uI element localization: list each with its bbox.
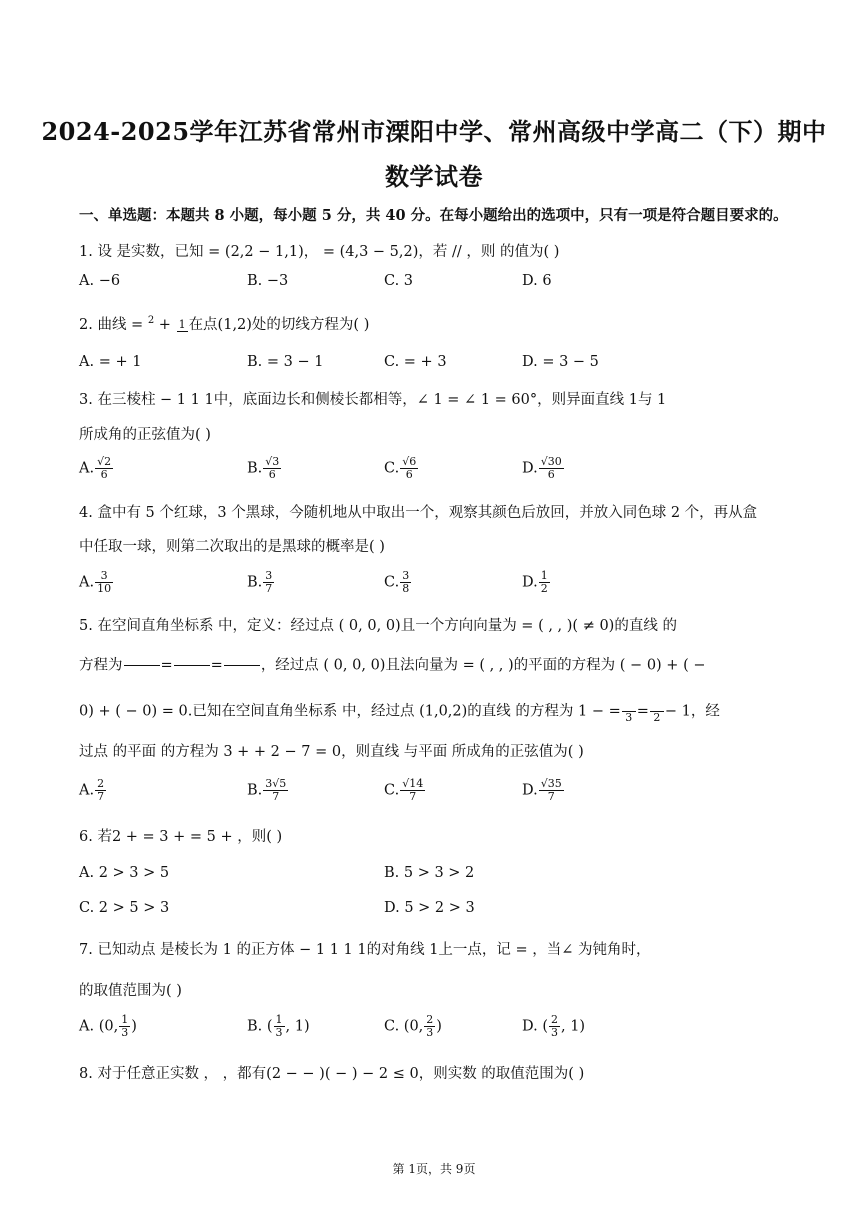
q5-option-c: C. $\frac{√14}{7}$ <box>384 777 424 803</box>
q2-option-d: D. = 3 − 5 <box>522 354 599 370</box>
q7-stem-line1: 7. 已知动点 是棱长为 1 的正方体 − 1 1 1 1的对角线 1上一点，记 = ，当∠ 为钝角时， <box>79 942 651 958</box>
q4-stem-line1: 4. 盒中有 5 个红球，3 个黑球，今随机地从中取出一个，观察其颜色后放回，并放入同色球 2 个，再从盒 <box>79 505 758 521</box>
q5-stem-line3: 0) + ( − 0) = 0.已知在空间直角坐标系 中，经过点 (1,0,2)的直线 的方程为 1 − = 3 = 2 − 1，经 <box>79 699 720 724</box>
q2-option-a: A. = + 1 <box>79 354 142 370</box>
q7-stem-line2: 的取值范围为( ) <box>79 983 182 999</box>
q5-stem-line2: 方程为 = = ，经过点 ( 0, 0, 0)且法向量为 = ( , , )的平面的方程为 ( − 0) + ( − <box>79 653 705 678</box>
q4-stem-line2: 中任取一球，则第二次取出的是黑球的概率是( ) <box>79 539 385 555</box>
q7-option-d: D. ( $\frac{2}{3}$ , 1) <box>522 1013 586 1039</box>
q7-option-a: A. (0, $\frac{1}{3}$ ) <box>79 1013 137 1039</box>
q1-option-c: C. 3 <box>384 273 414 289</box>
q4-option-b: B. $\frac{3}{7}$ <box>247 569 273 595</box>
page-title-line2: 数学试卷 <box>385 162 483 191</box>
q6-stem: 6. 若2 + = 3 + = 5 + ，则( ) <box>79 829 283 845</box>
q7-option-b: B. ( $\frac{1}{3}$ , 1) <box>247 1013 310 1039</box>
q3-stem-line1: 3. 在三棱柱 − 1 1 1中，底面边长和侧棱长都相等，∠ 1 = ∠ 1 = 60°，则异面直线 1与 1 <box>79 392 667 408</box>
q8-stem: 8. 对于任意正实数 ， ，都有(2 − − )( − ) − 2 ≤ 0，则实数 的取值范围为( ) <box>79 1066 585 1082</box>
page-title-line1: 2024-2025学年江苏省常州市溧阳中学、常州高级中学高二（下）期中 <box>41 117 827 146</box>
q2-stem: 2. 曲线 = $^2$ + 1 在点(1,2)处的切线方程为( ) <box>79 315 370 333</box>
q2-option-c: C. = + 3 <box>384 354 447 370</box>
q2-option-b: B. = 3 − 1 <box>247 354 324 370</box>
q4-option-d: D. $\frac{1}{2}$ <box>522 569 548 595</box>
q4-option-c: C. $\frac{3}{8}$ <box>384 569 410 595</box>
q3-option-a: A. $\frac{√2}{6}$ <box>79 455 112 481</box>
q6-option-b: B. 5 > 3 > 2 <box>384 865 475 881</box>
q1-option-a: A. −6 <box>79 273 121 289</box>
q5-stem-line1: 5. 在空间直角坐标系 中，定义：经过点 ( 0, 0, 0)且一个方向向量为 = ( , , )( ≠ 0)的直线 的 <box>79 618 677 634</box>
q7-option-c: C. (0, $\frac{2}{3}$ ) <box>384 1013 442 1039</box>
page-footer: 第 1页，共 9页 <box>392 1162 476 1176</box>
q6-option-a: A. 2 > 3 > 5 <box>79 865 170 881</box>
q3-option-d: D. $\frac{√30}{6}$ <box>522 455 562 481</box>
q5-option-d: D. $\frac{√35}{7}$ <box>522 777 562 803</box>
q3-stem-line2: 所成角的正弦值为( ) <box>79 427 211 443</box>
q3-option-c: C. $\frac{√6}{6}$ <box>384 455 417 481</box>
q5-stem-line4: 过点 的平面 的方程为 3 + + 2 − 7 = 0，则直线 与平面 所成角的正弦值为( ) <box>79 744 584 760</box>
q6-option-d: D. 5 > 2 > 3 <box>384 900 475 916</box>
q1-stem: 1. 设 是实数，已知 = (2,2 − 1,1)， = (4,3 − 5,2)，若 // ，则 的值为( ) <box>79 244 560 260</box>
q1-option-b: B. −3 <box>247 273 289 289</box>
q1-option-d: D. 6 <box>522 273 552 289</box>
q4-option-a: A. $\frac{3}{10}$ <box>79 569 112 595</box>
q6-option-c: C. 2 > 5 > 3 <box>79 900 170 916</box>
section-heading-single-choice: 一、单选题：本题共 8 小题，每小题 5 分，共 40 分。在每小题给出的选项中，只有一项是符合题目要求的。 <box>79 207 788 224</box>
q5-option-a: A. $\frac{2}{7}$ <box>79 777 105 803</box>
q3-option-b: B. $\frac{√3}{6}$ <box>247 455 280 481</box>
q5-option-b: B. $\frac{3√5}{7}$ <box>247 777 287 803</box>
